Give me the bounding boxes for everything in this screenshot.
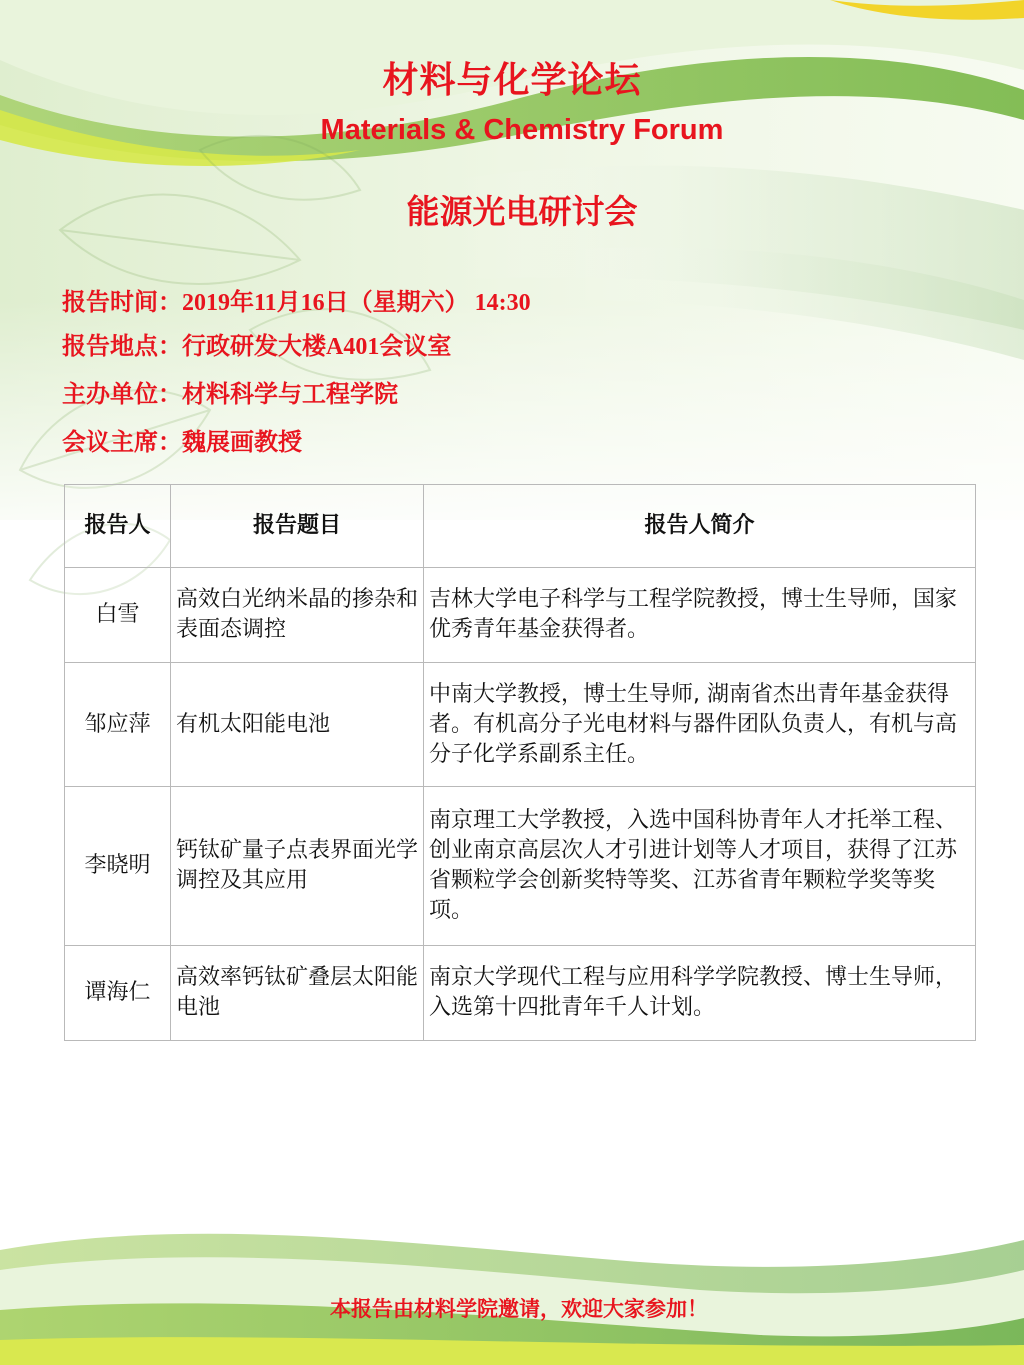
talk-topic: 高效白光纳米晶的掺杂和表面态调控 — [171, 568, 424, 663]
speaker-name: 李晓明 — [65, 787, 171, 946]
speaker-name: 白雪 — [65, 568, 171, 663]
time-label: 报告时间： — [62, 288, 182, 316]
schedule-table — [64, 484, 976, 1041]
table-row — [65, 663, 976, 787]
host-value: 材料科学与工程学院 — [182, 380, 398, 408]
seminar-title: 能源光电研讨会 — [406, 192, 638, 231]
table-row — [65, 568, 976, 663]
talk-topic: 高效率钙钛矿叠层太阳能电池 — [171, 946, 424, 1041]
speaker-bio: 吉林大学电子科学与工程学院教授，博士生导师，国家优秀青年基金获得者。 — [424, 568, 976, 663]
speaker-name: 邹应萍 — [65, 663, 171, 787]
table-row — [65, 946, 976, 1041]
talk-topic: 钙钛矿量子点表界面光学调控及其应用 — [171, 787, 424, 946]
info-time — [62, 282, 531, 317]
speaker-bio: 南京大学现代工程与应用科学学院教授、博士生导师，入选第十四批青年千人计划。 — [424, 946, 976, 1041]
header-speaker: 报告人 — [65, 485, 171, 568]
talk-topic: 有机太阳能电池 — [171, 663, 424, 787]
speaker-bio: 南京理工大学教授，入选中国科协青年人才托举工程、创业南京高层次人才引进计划等人才项目，获得了江苏省颗粒学会创新奖特等奖、江苏省青年颗粒学奖等奖项。 — [424, 787, 976, 946]
header-bio: 报告人简介 — [424, 485, 976, 568]
info-chair — [62, 422, 302, 457]
place-label: 报告地点： — [62, 332, 182, 360]
forum-title-cn: 材料与化学论坛 — [382, 60, 642, 101]
info-place — [62, 326, 451, 361]
speaker-name: 谭海仁 — [65, 946, 171, 1041]
place-value: 行政研发大楼A401会议室 — [182, 334, 452, 360]
info-host — [62, 374, 398, 409]
chair-value: 魏展画教授 — [182, 428, 302, 456]
header-topic: 报告题目 — [171, 485, 424, 568]
table-row — [65, 787, 976, 946]
chair-label: 会议主席： — [62, 428, 182, 456]
speaker-bio: 中南大学教授，博士生导师, 湖南省杰出青年基金获得者。有机高分子光电材料与器件团队负责人，有机与高分子化学系副系主任。 — [424, 663, 976, 787]
footer-invitation: 本报告由材料学院邀请，欢迎大家参加！ — [330, 1297, 708, 1321]
host-label: 主办单位： — [62, 380, 182, 408]
table-header-row — [65, 485, 976, 568]
forum-title-en: Materials & Chemistry Forum — [320, 114, 724, 146]
time-value: 2019年11月16日（星期六） 14:30 — [182, 290, 531, 316]
